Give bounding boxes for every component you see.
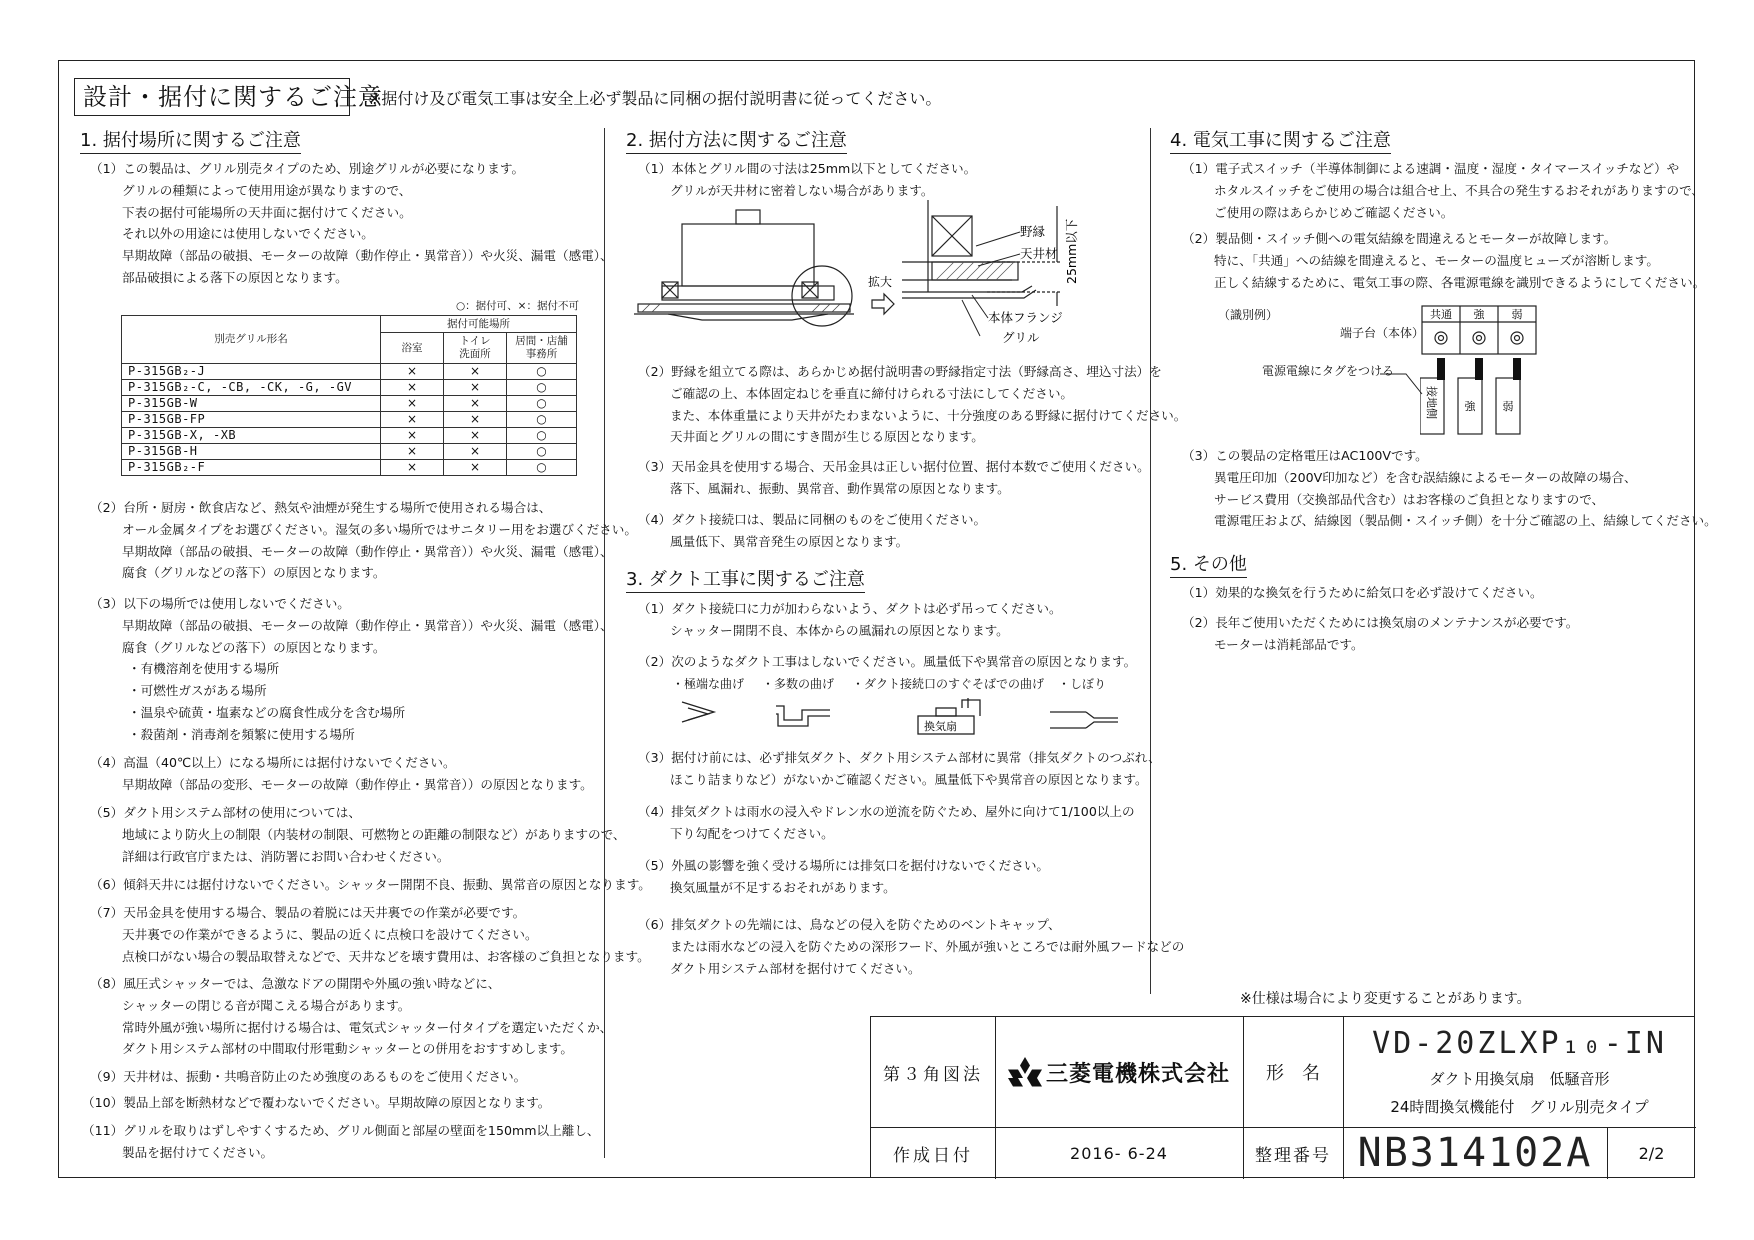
table-row xyxy=(122,380,577,396)
tag-strong: 強 xyxy=(1464,400,1476,413)
s4-item-3 xyxy=(1182,445,1717,532)
s1-item-5 xyxy=(90,802,626,867)
duct-label-narrowing: ・しぼり xyxy=(1058,677,1107,691)
table-row xyxy=(122,444,577,460)
mark: × xyxy=(444,428,507,444)
tag-label: 電源電線にタグをつける xyxy=(1262,364,1395,378)
s3-item-4 xyxy=(638,801,1135,845)
s1-item-7 xyxy=(90,902,650,967)
header-note: ※据付け及び電気工事は安全上必ず製品に同梱の据付説明書に従ってください。 xyxy=(368,89,942,108)
s1-item-3 xyxy=(90,593,613,746)
s1-item-2 xyxy=(90,497,637,584)
multi-bend-shape xyxy=(776,706,830,720)
line: 換気風量が不足するおそれがあります。 xyxy=(670,879,896,895)
s1-item-10 xyxy=(82,1092,550,1114)
duct-label-multi-bend: ・多数の曲げ xyxy=(762,677,835,691)
line: シャッター開閉不良、本体からの風漏れの原因となります。 xyxy=(670,622,1009,638)
line: （1）効果的な換気を行うために給気口を必ず設けてください。 xyxy=(1182,585,1543,600)
terminal-label: 端子台（本体） xyxy=(1340,326,1425,340)
model-desc-2: 24時間換気機能付 グリル別売タイプ xyxy=(1390,1097,1649,1116)
mark: × xyxy=(444,460,507,476)
mark: ○ xyxy=(507,380,577,396)
line: （2）台所・厨房・飲食店など、熱気や油煙が発生する場所で使用される場合は、 xyxy=(90,500,552,515)
col-header-name: 別売グリル形名 xyxy=(122,316,381,364)
line: （1）この製品は、グリル別売タイプのため、別途グリルが必要になります。 xyxy=(90,161,525,176)
mark: × xyxy=(381,380,444,396)
mark: × xyxy=(381,460,444,476)
line: または雨水などの浸入を防ぐための深形フード、外風が強いところでは耐外風フードなどの xyxy=(670,938,1185,954)
line: サービス費用（交換部品代含む）はお客様のご負担となりますので、 xyxy=(1214,491,1605,507)
line: 早期故障（部品の破損、モーターの故障（動作停止・異常音））や火災、漏電（感電）、 xyxy=(122,543,613,559)
mitsubishi-logo-icon xyxy=(1008,1057,1042,1087)
line: 腐食（グリルなどの落下）の原因となります。 xyxy=(122,639,386,655)
line: （4）排気ダクトは雨水の浸入やドレン水の逆流を防ぐため、屋外に向けて1/100以上の xyxy=(638,804,1135,819)
projection-method: 第３角図法 xyxy=(883,1064,983,1085)
s3-item-6 xyxy=(638,914,1184,979)
line: （5）外風の影響を強く受ける場所には排気口を据付けないでください。 xyxy=(638,858,1050,873)
line: （1）電子式スイッチ（半導体制御による速調・温度・湿度・タイマースイッチなど）や xyxy=(1182,161,1680,176)
page-number: 2/2 xyxy=(1638,1143,1665,1163)
line: グリルが天井材に密着しない場合があります。 xyxy=(670,182,934,198)
line: （11）グリルを取りはずしやすくするため、グリル側面と部屋の壁面を150mm以上離し、 xyxy=(82,1123,600,1138)
line: 早期故障（部品の変形、モーターの故障（動作停止・異常音））の原因となります。 xyxy=(122,776,593,792)
fan-label: 換気扇 xyxy=(924,720,957,733)
s3-item-2 xyxy=(638,651,1136,673)
line: （1）ダクト接続口に力が加わらないよう、ダクトは必ず吊ってください。 xyxy=(638,601,1062,616)
mark: × xyxy=(381,412,444,428)
line: 常時外風が強い場所に据付ける場合は、電気式シャッター付タイプを選定いただくか、 xyxy=(122,1019,613,1035)
mark: × xyxy=(381,444,444,460)
tenjo-label: 天井材 xyxy=(1020,246,1058,261)
line: （10）製品上部を断熱材などで覆わないでください。早期故障の原因となります。 xyxy=(82,1095,551,1110)
s4-item-2 xyxy=(1182,228,1705,293)
table-row xyxy=(122,364,577,380)
line: 下表の据付可能場所の天井面に据付けてください。 xyxy=(122,204,412,220)
terminal-col-strong: 強 xyxy=(1473,308,1485,321)
s2-item-2 xyxy=(638,361,1186,448)
line: （6）排気ダクトの先端には、鳥などの侵入を防ぐためのベントキャップ、 xyxy=(638,917,1061,932)
grill-label: グリル xyxy=(1002,330,1040,345)
table-row xyxy=(122,428,577,444)
line: グリルの種類によって使用用途が異なりますので、 xyxy=(122,182,412,198)
fan-body xyxy=(682,224,814,286)
line: （2）野縁を組立てる際は、あらかじめ据付説明書の野縁指定寸法（野縁高さ、埋込寸法）を xyxy=(638,364,1162,379)
line: 異電圧印加（200V印加など）を含む誤結線によるモーターの故障の場合、 xyxy=(1214,469,1637,485)
mark: × xyxy=(381,428,444,444)
mark: × xyxy=(444,444,507,460)
s1-item-8 xyxy=(90,973,612,1060)
creation-date: 2016- 6-24 xyxy=(1070,1143,1168,1163)
line: ホタルスイッチをご使用の場合は組合せ上、不具合の発生するおそれがありますので、 xyxy=(1214,182,1705,198)
column-divider xyxy=(1150,128,1151,994)
s1-item-1 xyxy=(90,158,613,289)
section3-title: 3. ダクト工事に関するご注意 xyxy=(626,565,865,593)
line: （7）天吊金具を使用する場合、製品の着脱には天井裏での作業が必要です。 xyxy=(90,905,526,920)
grill-model: P-315GB₂-F xyxy=(122,460,381,476)
s2-item-3 xyxy=(638,456,1150,500)
table-legend: ○：据付可、×：据付不可 xyxy=(456,300,579,312)
line: 落下、風漏れ、振動、異常音、動作異常の原因となります。 xyxy=(670,480,1010,496)
line: 製品を据付けてください。 xyxy=(122,1144,274,1160)
line: （6）傾斜天井には据付けないでください。シャッター開閉不良、振動、異常音の原因となります。 xyxy=(90,877,651,892)
mark: × xyxy=(444,364,507,380)
line: ほこり詰まりなど）がないかご確認ください。風量低下や異常音の原因となります。 xyxy=(670,771,1148,787)
model-label: 形 名 xyxy=(1266,1063,1320,1084)
arrow-right-icon xyxy=(872,294,894,314)
s5-item-2 xyxy=(1182,612,1578,656)
s2-item-4 xyxy=(638,509,986,553)
s1-item-6 xyxy=(90,874,651,896)
page-title: 設計・据付に関するご注意 xyxy=(74,78,350,116)
title-block xyxy=(870,1016,1695,1178)
duct-label-sharp-bend: ・極端な曲げ xyxy=(672,677,745,691)
grill-table xyxy=(121,315,577,476)
line: （5）ダクト用システム部材の使用については、 xyxy=(90,805,361,820)
model-desc-1: ダクト用換気扇 低騒音形 xyxy=(1429,1069,1610,1088)
line: （3）この製品の定格電圧はAC100Vです。 xyxy=(1182,448,1428,463)
line: （4）ダクト接続口は、製品に同梱のものをご使用ください。 xyxy=(638,512,987,527)
table-row xyxy=(122,460,577,476)
document-number: NB314102A xyxy=(1357,1130,1593,1176)
line: ダクト用システム部材を据付けてください。 xyxy=(670,960,921,976)
grill-model: P-315GB-H xyxy=(122,444,381,460)
model-number: VD-20ZLXP₁₀-IN xyxy=(1372,1025,1667,1061)
sharp-bend-shape xyxy=(682,702,714,722)
line: 部品破損による落下の原因となります。 xyxy=(122,269,348,285)
mark: ○ xyxy=(507,428,577,444)
terminal-col-weak: 弱 xyxy=(1511,308,1523,321)
company-name: 三菱電機株式会社 xyxy=(1045,1061,1230,1087)
line: 下り勾配をつけてください。 xyxy=(670,825,834,841)
line: ご確認の上、本体固定ねじを垂直に締付けられる寸法にしてください。 xyxy=(670,385,1073,401)
line: 天井面とグリルの間にすき間が生じる原因となります。 xyxy=(670,429,984,445)
s1-item-9 xyxy=(90,1066,526,1088)
line: （8）風圧式シャッターでは、急激なドアの開閉や外風の強い時などに、 xyxy=(90,976,501,991)
line: 点検口がない場合の製品取替えなどで、天井などを壊す費用は、お客様のご負担となります。 xyxy=(122,948,650,964)
line: ダクト用システム部材の中間取付形電動シャッターとの併用をおすすめします。 xyxy=(122,1041,573,1057)
line: 腐食（グリルなどの落下）の原因となります。 xyxy=(122,565,386,581)
terminal-col-common: 共通 xyxy=(1430,308,1452,321)
s1-item-11 xyxy=(82,1120,599,1164)
line: モーターは消耗部品です。 xyxy=(1214,636,1364,652)
line: それ以外の用途には使用しないでください。 xyxy=(122,226,374,242)
installation-diagram xyxy=(632,196,1142,356)
line: （9）天井材は、振動・共鳴音防止のため強度のあるものをご使用ください。 xyxy=(90,1069,527,1084)
example-label: （識別例） xyxy=(1218,308,1279,322)
s3-item-3 xyxy=(638,747,1161,791)
line: （1）本体とグリル間の寸法は25mm以下としてください。 xyxy=(638,161,977,176)
line: （3）天吊金具を使用する場合、天吊金具は正しい据付位置、据付本数でご使用ください。 xyxy=(638,459,1150,474)
section4-title: 4. 電気工事に関するご注意 xyxy=(1170,126,1391,154)
grill-model: P-315GB-W xyxy=(122,396,381,412)
line: ご使用の際はあらかじめご確認ください。 xyxy=(1214,204,1454,220)
line: 風量低下、異常音発生の原因となります。 xyxy=(670,533,909,549)
date-label: 作成日付 xyxy=(893,1145,973,1166)
line: （3）据付け前には、必ず排気ダクト、ダクト用システム部材に異常（排気ダクトのつぶれ、 xyxy=(638,750,1161,765)
col-header-bath: 浴室 xyxy=(381,333,444,364)
line: ・可燃性ガスがある場所 xyxy=(128,683,267,699)
s4-item-1 xyxy=(1182,158,1704,223)
duct-examples-diagram xyxy=(680,694,1120,740)
mark: ○ xyxy=(507,444,577,460)
grill-model: P-315GB-FP xyxy=(122,412,381,428)
line: （2）製品側・スイッチ側への電気結線を間違えるとモーターが故障します。 xyxy=(1182,231,1617,246)
line: （4）高温（40℃以上）になる場所には据付けないでください。 xyxy=(90,755,456,770)
mark: × xyxy=(444,412,507,428)
section5-title: 5. その他 xyxy=(1170,550,1247,578)
mark: × xyxy=(444,380,507,396)
flange-label: 本体フランジ xyxy=(988,310,1063,325)
grill-model: P-315GB₂-C, -CB, -CK, -G, -GV xyxy=(122,380,381,396)
line: また、本体重量により天井がたわまないように、十分強度のある野縁に据付けてください。 xyxy=(670,407,1187,423)
tag-ground: 接地側 xyxy=(1425,386,1438,419)
col-header-group: 据付可能場所 xyxy=(381,316,577,333)
line: 早期故障（部品の破損、モーターの故障（動作停止・異常音））や火災、漏電（感電）、 xyxy=(122,248,613,264)
line: 詳細は行政官庁または、消防署にお問い合わせください。 xyxy=(122,848,450,864)
line: ・殺菌剤・消毒剤を頻繁に使用する場所 xyxy=(128,726,355,742)
duct-port xyxy=(736,210,760,224)
line: シャッターの閉じる音が聞こえる場合があります。 xyxy=(122,997,411,1013)
mark: × xyxy=(381,396,444,412)
grill-model: P-315GB-X, -XB xyxy=(122,428,381,444)
spec-note: ※仕様は場合により変更することがあります。 xyxy=(1240,991,1531,1007)
line: （3）以下の場所では使用しないでください。 xyxy=(90,596,350,611)
company-logo-cell xyxy=(995,1017,1243,1127)
line: 電源電圧および、結線図（製品側・スイッチ側）を十分ご確認の上、結線してください。 xyxy=(1214,513,1717,529)
line: （2）長年ご使用いただくためには換気扇のメンテナンスが必要です。 xyxy=(1182,615,1579,630)
section2-title: 2. 据付方法に関するご注意 xyxy=(626,126,847,154)
mark: ○ xyxy=(507,460,577,476)
mark: × xyxy=(444,396,507,412)
s3-item-1 xyxy=(638,598,1062,642)
number-label: 整理番号 xyxy=(1255,1145,1331,1166)
mark: × xyxy=(381,364,444,380)
table-row xyxy=(122,412,577,428)
terminal-diagram xyxy=(1420,304,1540,444)
table-row xyxy=(122,396,577,412)
line: 地域により防火上の制限（内装材の制限、可燃物との距離の制限など）がありますので、 xyxy=(122,826,626,842)
line: 正しく結線するために、電気工事の際、各電源電線を識別できるようにしてください。 xyxy=(1214,274,1706,290)
noboru-label: 野縁 xyxy=(1020,224,1046,239)
line: ・有機溶剤を使用する場所 xyxy=(128,661,280,677)
line: 特に、「共通」への結線を間違えると、モーターの温度ヒューズが溶断します。 xyxy=(1214,252,1659,268)
line: （2）次のようなダクト工事はしないでください。風量低下や異常音の原因となります。 xyxy=(638,654,1137,669)
s3-item-5 xyxy=(638,855,1049,899)
line: ・温泉や硫黄・塩素などの腐食性成分を含む場所 xyxy=(128,704,406,720)
line: 天井裏での作業ができるように、製品の近くに点検口を設けてください。 xyxy=(122,926,538,942)
line: オール金属タイプをお選びください。湿気の多い場所ではサニタリー用をお選びください。 xyxy=(122,521,637,537)
mark: ○ xyxy=(507,396,577,412)
s5-item-1 xyxy=(1182,582,1543,604)
duct-label-near-bend: ・ダクト接続口のすぐそばでの曲げ xyxy=(852,677,1045,691)
mark: ○ xyxy=(507,364,577,380)
mark: ○ xyxy=(507,412,577,428)
col-header-toilet: トイレ 洗面所 xyxy=(444,333,507,364)
section1-title: 1. 据付場所に関するご注意 xyxy=(80,126,301,154)
grill-model: P-315GB₂-J xyxy=(122,364,381,380)
line: 早期故障（部品の破損、モーターの故障（動作停止・異常音））や火災、漏電（感電）、 xyxy=(122,617,613,633)
s1-item-4 xyxy=(90,752,593,796)
enlarge-label: 拡大 xyxy=(868,275,893,289)
tag-leader xyxy=(1380,368,1426,398)
col-header-living: 居間・店舗 事務所 xyxy=(507,333,577,364)
dimension-label: 25mm以下 xyxy=(1064,218,1079,284)
tag-weak: 弱 xyxy=(1502,400,1514,413)
